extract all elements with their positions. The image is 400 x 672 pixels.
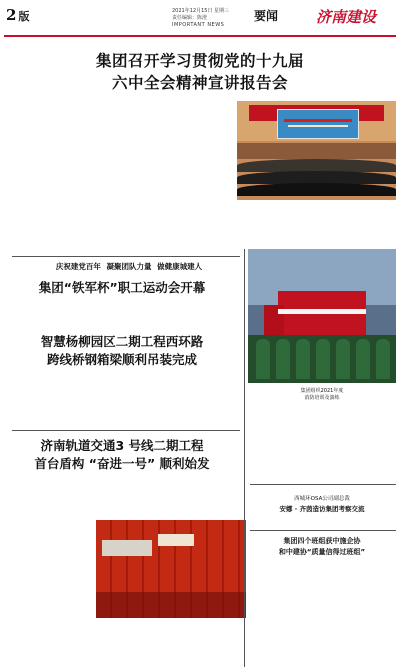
sidebar-photo[interactable] <box>248 249 396 383</box>
story5-subheadline: 西城环OSA公司副总裁 <box>294 496 350 502</box>
story5-headline[interactable] <box>248 494 396 514</box>
photo-screen <box>277 109 359 139</box>
story4-headline[interactable] <box>4 437 240 473</box>
photo-sign <box>158 534 194 546</box>
story6-headline[interactable] <box>248 536 396 558</box>
photo-audience-row <box>237 183 396 196</box>
page-number-suffix: 版 <box>18 10 30 23</box>
section-title: 要闻 <box>254 9 279 23</box>
issue-info <box>172 8 229 29</box>
story1-headline-line2: 六中全会精神宣讲报告会 <box>111 74 288 92</box>
divider <box>250 484 396 485</box>
photo-fire-truck <box>278 291 366 335</box>
divider <box>250 530 396 531</box>
page-number-value: 2 <box>6 6 17 24</box>
story6-headline-line2: 和中建协“质量信得过班组” <box>278 548 366 556</box>
story3-headline[interactable] <box>4 333 240 369</box>
caption-line2: 消防培训及演练 <box>304 395 340 401</box>
story1-photo[interactable] <box>237 101 396 200</box>
story1-headline-line1: 集团召开学习贯彻党的十九届 <box>95 52 304 70</box>
masthead <box>4 4 396 36</box>
story1-headline[interactable] <box>0 50 400 94</box>
issue-editor: 责任编辑：陈澄 <box>172 15 208 21</box>
story4-photo[interactable] <box>96 520 246 618</box>
story3-headline-line1: 智慧杨柳园区二期工程西环路 <box>40 334 204 349</box>
story4-headline-line1: 济南轨道交通3 号线二期工程 <box>40 438 204 453</box>
divider <box>12 430 240 431</box>
photo-shadow <box>96 592 246 618</box>
event-slogan: 庆祝建党百年 凝聚团队力量 做健康城建人 <box>55 262 203 271</box>
divider <box>12 256 240 257</box>
caption-line1: 集团组织2021年度 <box>300 388 344 394</box>
story2-headline[interactable]: 集团“铁军杯”职工运动会开幕 <box>38 280 206 295</box>
page-number <box>6 6 29 24</box>
story5-headline-main: 安娜 · 齐茵造访集团考察交流 <box>279 505 365 513</box>
story4-headline-line2: 首台盾构 “奋进一号” 顺利始发 <box>34 456 210 471</box>
column-divider <box>244 249 245 667</box>
photo-trainees <box>248 335 396 383</box>
masthead-divider <box>4 35 396 37</box>
story3-headline-line2: 跨线桥钢箱梁顺利吊装完成 <box>46 352 197 367</box>
issue-section-en: IMPORTANT NEWS <box>172 22 225 28</box>
photo-floor <box>237 143 396 159</box>
newspaper-logo: 济南建设 <box>315 8 376 26</box>
photo-sign <box>102 540 152 556</box>
story6-headline-line1: 集团四个班组获中施企协 <box>283 537 361 545</box>
issue-date: 2021年12月15日 星期三 <box>172 8 230 14</box>
sidebar-photo-caption <box>272 388 372 402</box>
